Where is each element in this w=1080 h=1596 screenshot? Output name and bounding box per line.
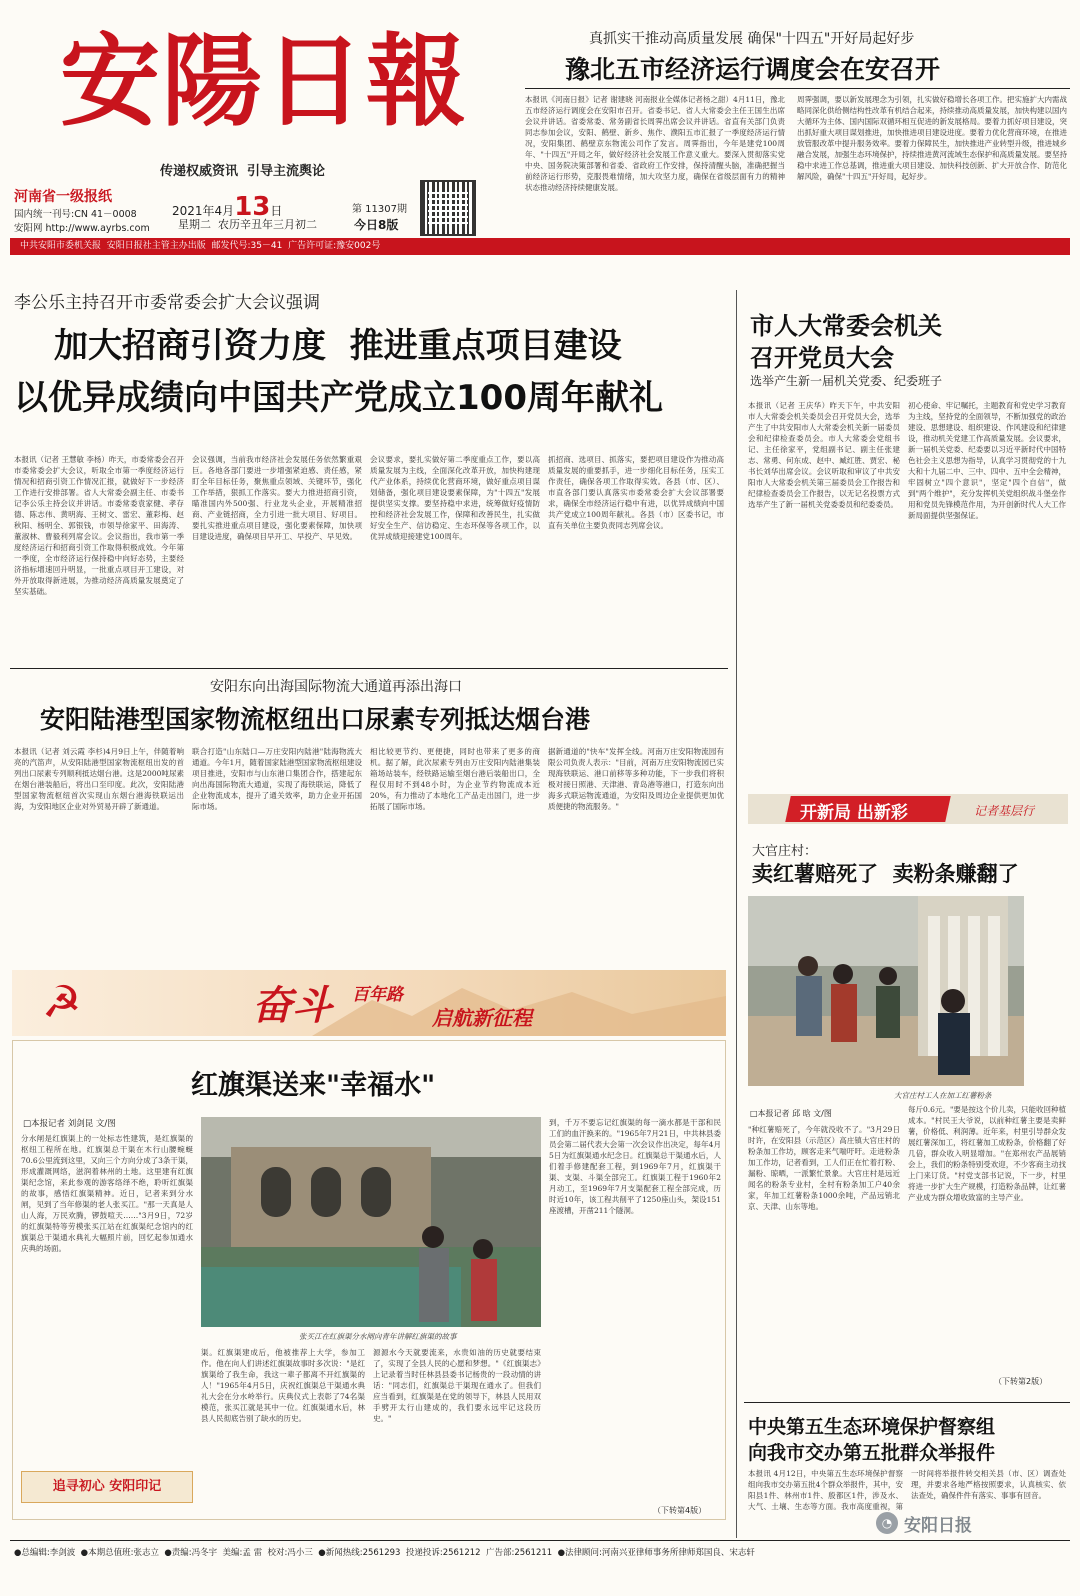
redflag-story <box>12 1040 726 1520</box>
divider <box>10 1540 1070 1541</box>
masthead-cn-number: 国内统一刊号:CN 41－0008 <box>14 209 137 220</box>
ecology-headline-2: 向我市交办第五批群众举报件 <box>748 1442 996 1464</box>
redflag-photo <box>201 1117 541 1327</box>
village-body-2: 每斤0.6元。"要是按这个价儿卖，只能收回种植成本。"村民王大爷说，以前种红薯主要是卖鲜薯，价格低、利润薄。近年来，村里引导群众发展红薯深加工，将红薯加工成粉条，价格翻了好几倍，群众收入明显增加。"在郑州农产品展销会上，我们的粉条特别受欢迎，不少客商主动找上门来订货。"村党支部书记说，下一步，村里将进一步扩大生产规模，打造粉条品牌，让红薯产业成为群众增收致富的主导产业。 <box>908 1105 1066 1202</box>
npc-headline-2: 召开党员大会 <box>750 344 894 372</box>
village-byline: □本报记者 邱 晗 文/图 <box>750 1109 832 1118</box>
village-body-1: "种红薯赔死了，今年就没收不了。"3月29日时许，在安阳县（示范区）高庄镇大官庄村的粉条加工作坊，顾客走来气喘吁吁。走进粉条加工作坊，记者看到，工人们正在忙着打粉、漏粉、晾晒，一派繁忙景象。大官庄村是远近闻名的粉条专业村，全村有粉条加工户40余家，年加工红薯粉条1000余吨，产品远销北京、天津、山东等地。 <box>748 1125 900 1211</box>
tracing-origins-badge <box>21 1471 193 1503</box>
issue-number: 第 11307期 <box>352 204 407 215</box>
banner-tag: 记者基层行 <box>974 804 1035 818</box>
weekday: 星期二 农历辛丑年三月初二 <box>178 218 317 231</box>
page-count: 今日8版 <box>354 218 399 232</box>
masthead-website: 安阳网 http://www.ayrbs.com <box>14 223 150 234</box>
lead-story <box>10 286 728 666</box>
watermark <box>876 1510 1066 1536</box>
village-photo-art <box>748 896 1024 1086</box>
lead-story-body-1: 本报讯（记者 王慧敏 李杨）昨天，市委常委会召开市委常委会扩大会议，听取全市第一季度经济运行情况和招商引资工作情况汇报，就做好下一步经济工作进行安排部署。省人大常委会副主任、市委书记李公乐主持会议并讲话。市委常委袁家健、孝存德、陈志伟、黄明海、王树文、雷宏、董彩梅、赵秋阳、杨明全、郭银钱，市领导徐家平、田海涛、董淑林、曹毅利列席会议。会议指出，我市第一季度经济运行和招商引资工作取得积极成效。今年第一季度，全市经济运行保持稳中向好态势，主要经济指标增速回升明显，一批重点项目开工建设，对外开放取得新进展，为推动经济高质量发展奠定了坚实基础。 <box>14 455 184 596</box>
date-suffix: 日 <box>270 204 283 218</box>
village-caption: 大官庄村工人在加工红薯粉条 <box>894 1091 992 1100</box>
redflag-headline: 红旗渠送来"幸福水" <box>191 1070 436 1101</box>
top-story-headline: 豫北五市经济运行调度会在安召开 <box>565 55 941 84</box>
masthead-title: 安陽日報 <box>60 22 468 140</box>
divider <box>525 88 1070 89</box>
footer: ●总编辑:李剑波 ●本期总值班:张志立 ●责编:冯冬宇 美编:孟 雷 校对:冯小三 ●新闻热线:2561293 投递投诉:2561212 广告部:2561211 ●法律顾问:河南兴亚律师事务所律师郑国良、宋志轩 <box>14 1548 755 1558</box>
lead-story-kicker: 李公乐主持召开市委常委会扩大会议强调 <box>14 293 320 313</box>
top-story-body-right: 周霁强调，要以新发展理念为引领，扎实做好稳增长各项工作。把实施扩大内需战略同深化供给侧结构性改革有机结合起来，持续推动高质量发展，加快构建以国内大循环为主体、国内国际双循环相互促进的新发展格局。要着力抓好项目建设，突出抓好重大项目谋划推进，加快推进项目建设进度。要着力优化营商环境，在推进放管服改革中提升服务效率。要着力保障民生，加快推进产业转型升级，推进城乡融合发展，加强生态环境保护，持续推进黄河流域生态保护和高质量发展。要坚持稳中求进工作总基调，推进重大项目建设、加快科技创新、扩大开放合作、防范化解风险，确保"十四五"开好局，起好步。 <box>797 95 1067 181</box>
party-banner <box>12 970 726 1036</box>
logistics-body-1: 本报讯（记者 刘云霞 李杉)4月9日上午，伴随着响亮的汽笛声，从安阳陆港型国家物流枢纽出发的首列出口尿素专列顺利抵达烟台港。这是2000吨尿素在烟台港装船后，将出口至印度。此次，安阳陆港型国家物流枢纽首次实现山东烟台港海铁联运出海，为安阳地区企业对外贸易开辟了新通道。 <box>14 747 184 811</box>
logistics-story <box>10 672 728 962</box>
redflag-caption: 张买江在红旗渠分水闸向青年讲解红旗渠的故事 <box>299 1332 457 1341</box>
village-kicker: 大官庄村： <box>752 844 818 859</box>
publisher-bar <box>10 238 1070 255</box>
wechat-icon: ◔ <box>876 1512 898 1534</box>
date-day: 13 <box>234 192 271 222</box>
masthead-level: 河南省一级报纸 <box>14 189 112 205</box>
tracing-origins-label: 追寻初心 安阳印记 <box>52 1479 162 1494</box>
npc-headline-1: 市人大常委会机关 <box>750 312 942 340</box>
publisher-bar-text: 中共安阳市委机关报 安阳日报社主管主办出版 邮发代号:35－41 广告许可证:豫安002号 <box>20 241 381 251</box>
village-headline: 卖红薯赔死了 卖粉条赚翻了 <box>752 862 1019 886</box>
npc-body-2: 初心使命、牢记嘱托，主题教育和党史学习教育为主线，坚持党的全面领导，不断加强党的政治建设、思想建设、组织建设、作风建设和纪律建设，推动机关党建工作高质量发展。会议要求，新一届机关党委、纪委要以习近平新时代中国特色社会主义思想为指导，认真学习贯彻党的十九大和十九届二中、三中、四中、五中全会精神，牢固树立"四个意识"，坚定"四个自信"，做到"两个维护"，充分发挥机关党组织战斗堡垒作用和党员先锋模范作用，为开创新时代人大工作新局面提供坚强保证。 <box>908 401 1066 520</box>
village-story <box>744 830 1070 1400</box>
redflag-body-1: 分水闸是红旗渠上的一处标志性建筑，是红旗渠的枢纽工程所在地。红旗渠总干渠在木行山腰蜿蜒70.6公里流到这里，又向三个方向分成了3条干渠，形成灌溉网络，滋润着林州的土地。这里建有红旗渠纪念馆，来此参观的游客络绎不绝，聆听红旗渠的故事，感悟红旗渠精神。近日，记者来到分水闸，见到了当年修渠的老人张买江。"那一天真是人山人海，万民欢腾，锣鼓喧天……"3月9日，72岁的红旗渠特等劳模张买江站在红旗渠纪念馆内的红旗渠总干渠通水典礼大幅照片前，回忆起参加通水庆典的场面。 <box>21 1134 193 1253</box>
watermark-label: 安阳日报 <box>904 1515 972 1536</box>
divider <box>744 1402 1070 1403</box>
redflag-byline: □本报记者 刘剑昆 文/图 <box>23 1119 116 1129</box>
logistics-headline: 安阳陆港型国家物流枢纽出口尿素专列抵达烟台港 <box>40 705 591 734</box>
npc-story <box>744 290 1070 786</box>
village-photo <box>748 896 1024 1086</box>
banner-title: 开新局 出新彩 <box>800 803 908 823</box>
top-story-body-left: 本报讯《河南日报》记者 谢建晓 河南报业全媒体记者杨之甜）4月11日，豫北五市经济运行调度会在安阳市召开。省委书记、省人大常委会主任王国生出席会议并讲话。省委常委、常务副省长周霁出席会议并讲话。省直有关部门负责同志参加会议，安阳、鹤壁、新乡、焦作、濮阳五市汇报了一季度经济运行情况，安阳集团、鹤壁京东物流公司作了发言。周霁指出，今年是建党100周年、"十四五"开局之年，做好经济社会发展工作意义重大。要深入贯彻落实党中央、国务院决策部署和省委、省政府工作安排，保持清醒头脑，准确把握当前经济运行形势，克服畏难情绪，加大攻坚力度，确保在省级层面有力的精神状态推动经济持续健康发展。 <box>525 95 785 192</box>
top-story-kicker: 真抓实干推动高质量发展 确保"十四五"开好局起好步 <box>589 31 915 47</box>
divider <box>10 668 728 669</box>
qr-inner <box>428 188 468 228</box>
redflag-photo-art <box>201 1117 541 1327</box>
party-banner-sub-2: 启航新征程 <box>432 1006 532 1030</box>
redflag-body-3: 源源水今天就要流来，水贵如油的历史就要结束了，实现了全县人民的心愿和梦想。"《红旗渠志》上记录着当时任林县县委书记杨贵的一段动情的讲话："同志们，红旗渠总干渠现在通水了。但我们应当看到，红旗渠是在党的领导下，林县人民用双手劈开太行山建成的，我们要永远牢记这段历史。" <box>373 1348 541 1423</box>
redflag-continued: （下转第4版） <box>653 1506 707 1515</box>
new-chapter-banner <box>748 794 1068 824</box>
npc-subhead: 选举产生新一届机关党委、纪委班子 <box>750 374 943 388</box>
village-continued: （下转第2版） <box>994 1377 1048 1386</box>
redflag-body-2: 渠。红旗渠建成后，他被推荐上大学，参加工作。他在向人们讲述红旗渠故事时多次说："是红旗渠给了我生命，我这一辈子都离不开红旗渠的人！"1965年4月5日，庆祝红旗渠总干渠通水典礼大会在分水岭举行。庆典仪式上表彰了74名渠模范，张买江就是其中一位。红旗渠通水后，林县人民彻底告别了缺水的历史。 <box>201 1348 365 1423</box>
party-banner-sub-1: 百年路 <box>352 985 403 1005</box>
hammer-sickle-icon: ☭ <box>42 977 82 1028</box>
date-prefix: 2021年4月 <box>172 204 235 218</box>
logistics-body-4: 据新通道的"快车"发挥全线。河南万庄安阳物流园有限公司负责人表示："目前，河南万庄安阳物流园已实现海铁联运、港口前移等多种功能，下一步我们将积极对接日照港、天津港、青岛港等港口，打造东向出海多式联运物流通道，为安阳及周边企业提供更加优质便捷的物流服务。" <box>548 747 724 811</box>
logistics-kicker: 安阳东向出海国际物流大通道再添出海口 <box>210 679 462 695</box>
logistics-body-2: 联合打造"山东陆口—万庄安阳内陆港"陆海物流大通道。今年1月，随着国家陆港型国家物流枢纽建设项目推进，安阳市与山东港口集团合作，搭建起东向出海国际物流大通道，实现了海铁联运，降低了企业物流成本，提升了通关效率，助力企业开拓国际市场。 <box>192 747 362 811</box>
logistics-body-3: 相比较更节约、更便捷，同时也带来了更多的商机。据了解，此次尿素专列由万庄安阳内陆港集装箱场站装车，经铁路运输至烟台港后装船出口，全程仅用时不到48小时，为企业节约物流成本近20%，有力推动了本地化工产品走出国门，进一步拓展了国际市场。 <box>370 747 540 811</box>
lead-story-headline-1: 加大招商引资力度 推进重点项目建设 <box>54 326 622 366</box>
column-divider <box>736 290 737 1538</box>
lead-story-body-4: 抓招商、选项目、抓落实，要把项目建设作为推动高质量发展的重要抓手，进一步细化目标任务，压实工作责任，确保各项工作取得实效。各县（市、区）、市直各部门要认真落实市委常委会扩大会议部署要求，确保全市经济运行稳中有进，以优异成绩向中国共产党成立100周年献礼。各县（市）区委书记，市直有关单位主要负责同志列席会议。 <box>548 455 724 530</box>
ecology-headline-1: 中央第五生态环境保护督察组 <box>748 1416 996 1438</box>
ecology-body: 本报讯 4月12日，中央第五生态环境保护督察组向我市交办第五批4个群众举报件，其中，安阳县1件、林州市1件、殷都区1件，涉及水、大气、土壤、生态等方面。我市高度重视，第一时间将举报件转交相关县（市、区）调查处理，并要求各地严格按照要求，认真核实、依法查处，确保件件有落实、事事有回音。 <box>748 1469 1066 1511</box>
lead-story-headline-2: 以优异成绩向中国共产党成立100周年献礼 <box>14 378 663 418</box>
top-story <box>525 6 1070 232</box>
masthead-slogan: 传递权威资讯 引导主流舆论 <box>160 164 326 179</box>
redflag-body-4: 到，千万不要忘记红旗渠的每一滴水都是干部和民工们的血汗换来的。"1965年7月21日，中共林县委员会第二届代表大会第一次会议作出决定，每年4月5日为红旗渠通水纪念日。红旗渠总干渠通水后，人们着手修建配套工程，到1969年7月，红旗渠干渠、支渠、斗渠全部完工。红旗渠工程于1960年2月动工，至1969年7月支渠配套工程全部完成，历时近10年，该工程共削平了1250座山头，架设151座渡槽，开凿211个隧洞。 <box>549 1118 721 1215</box>
npc-body-1: 本报讯（记者 王庆华）昨天下午，中共安阳市人大常委会机关委员会召开党员大会，选举产生了中共安阳市人大常委会机关新一届委员会和纪律检查委员会。市人大常委会党组书记、主任徐家平，党组副书记、副主任张建志、常勇、何东成、赵中、臧红胜、贾宏、秘书长刘华出席会议。会议听取和审议了中共安阳市人大常委会机关第三届委员会工作报告和纪律检查委员会工作报告，以无记名投票方式选举产生了新一届机关党委委员和纪委委员。 <box>748 401 900 509</box>
lead-story-body-3: 会议要求，要扎实做好第二季度重点工作，要以高质量发展为主线，全面深化改革开放，加快构建现代产业体系，持续优化营商环境，做好重点项目谋划储备，强化项目建设要素保障，为"十四五"发展提供坚实支撑。要坚持稳中求进，统筹做好疫情防控和经济社会发展工作，保障和改善民生，扎实做好安全生产、信访稳定、生态环保等各项工作，以优异成绩迎接建党100周年。 <box>370 455 540 541</box>
party-banner-main: 奋斗 <box>252 982 332 1029</box>
lead-story-body-2: 会议强调，当前我市经济社会发展任务依然繁重艰巨。各地各部门要进一步增强紧迫感、责任感，紧盯全年目标任务，聚焦重点领域、关键环节，强化工作举措，狠抓工作落实。要大力推进招商引资，瞄准国内外500强、行业龙头企业，开展精准招商、产业链招商，全力引进一批大项目、好项目。要扎实推进重点项目建设，强化要素保障，加快项目建设进度，确保项目早开工、早投产、早见效。 <box>192 455 362 541</box>
